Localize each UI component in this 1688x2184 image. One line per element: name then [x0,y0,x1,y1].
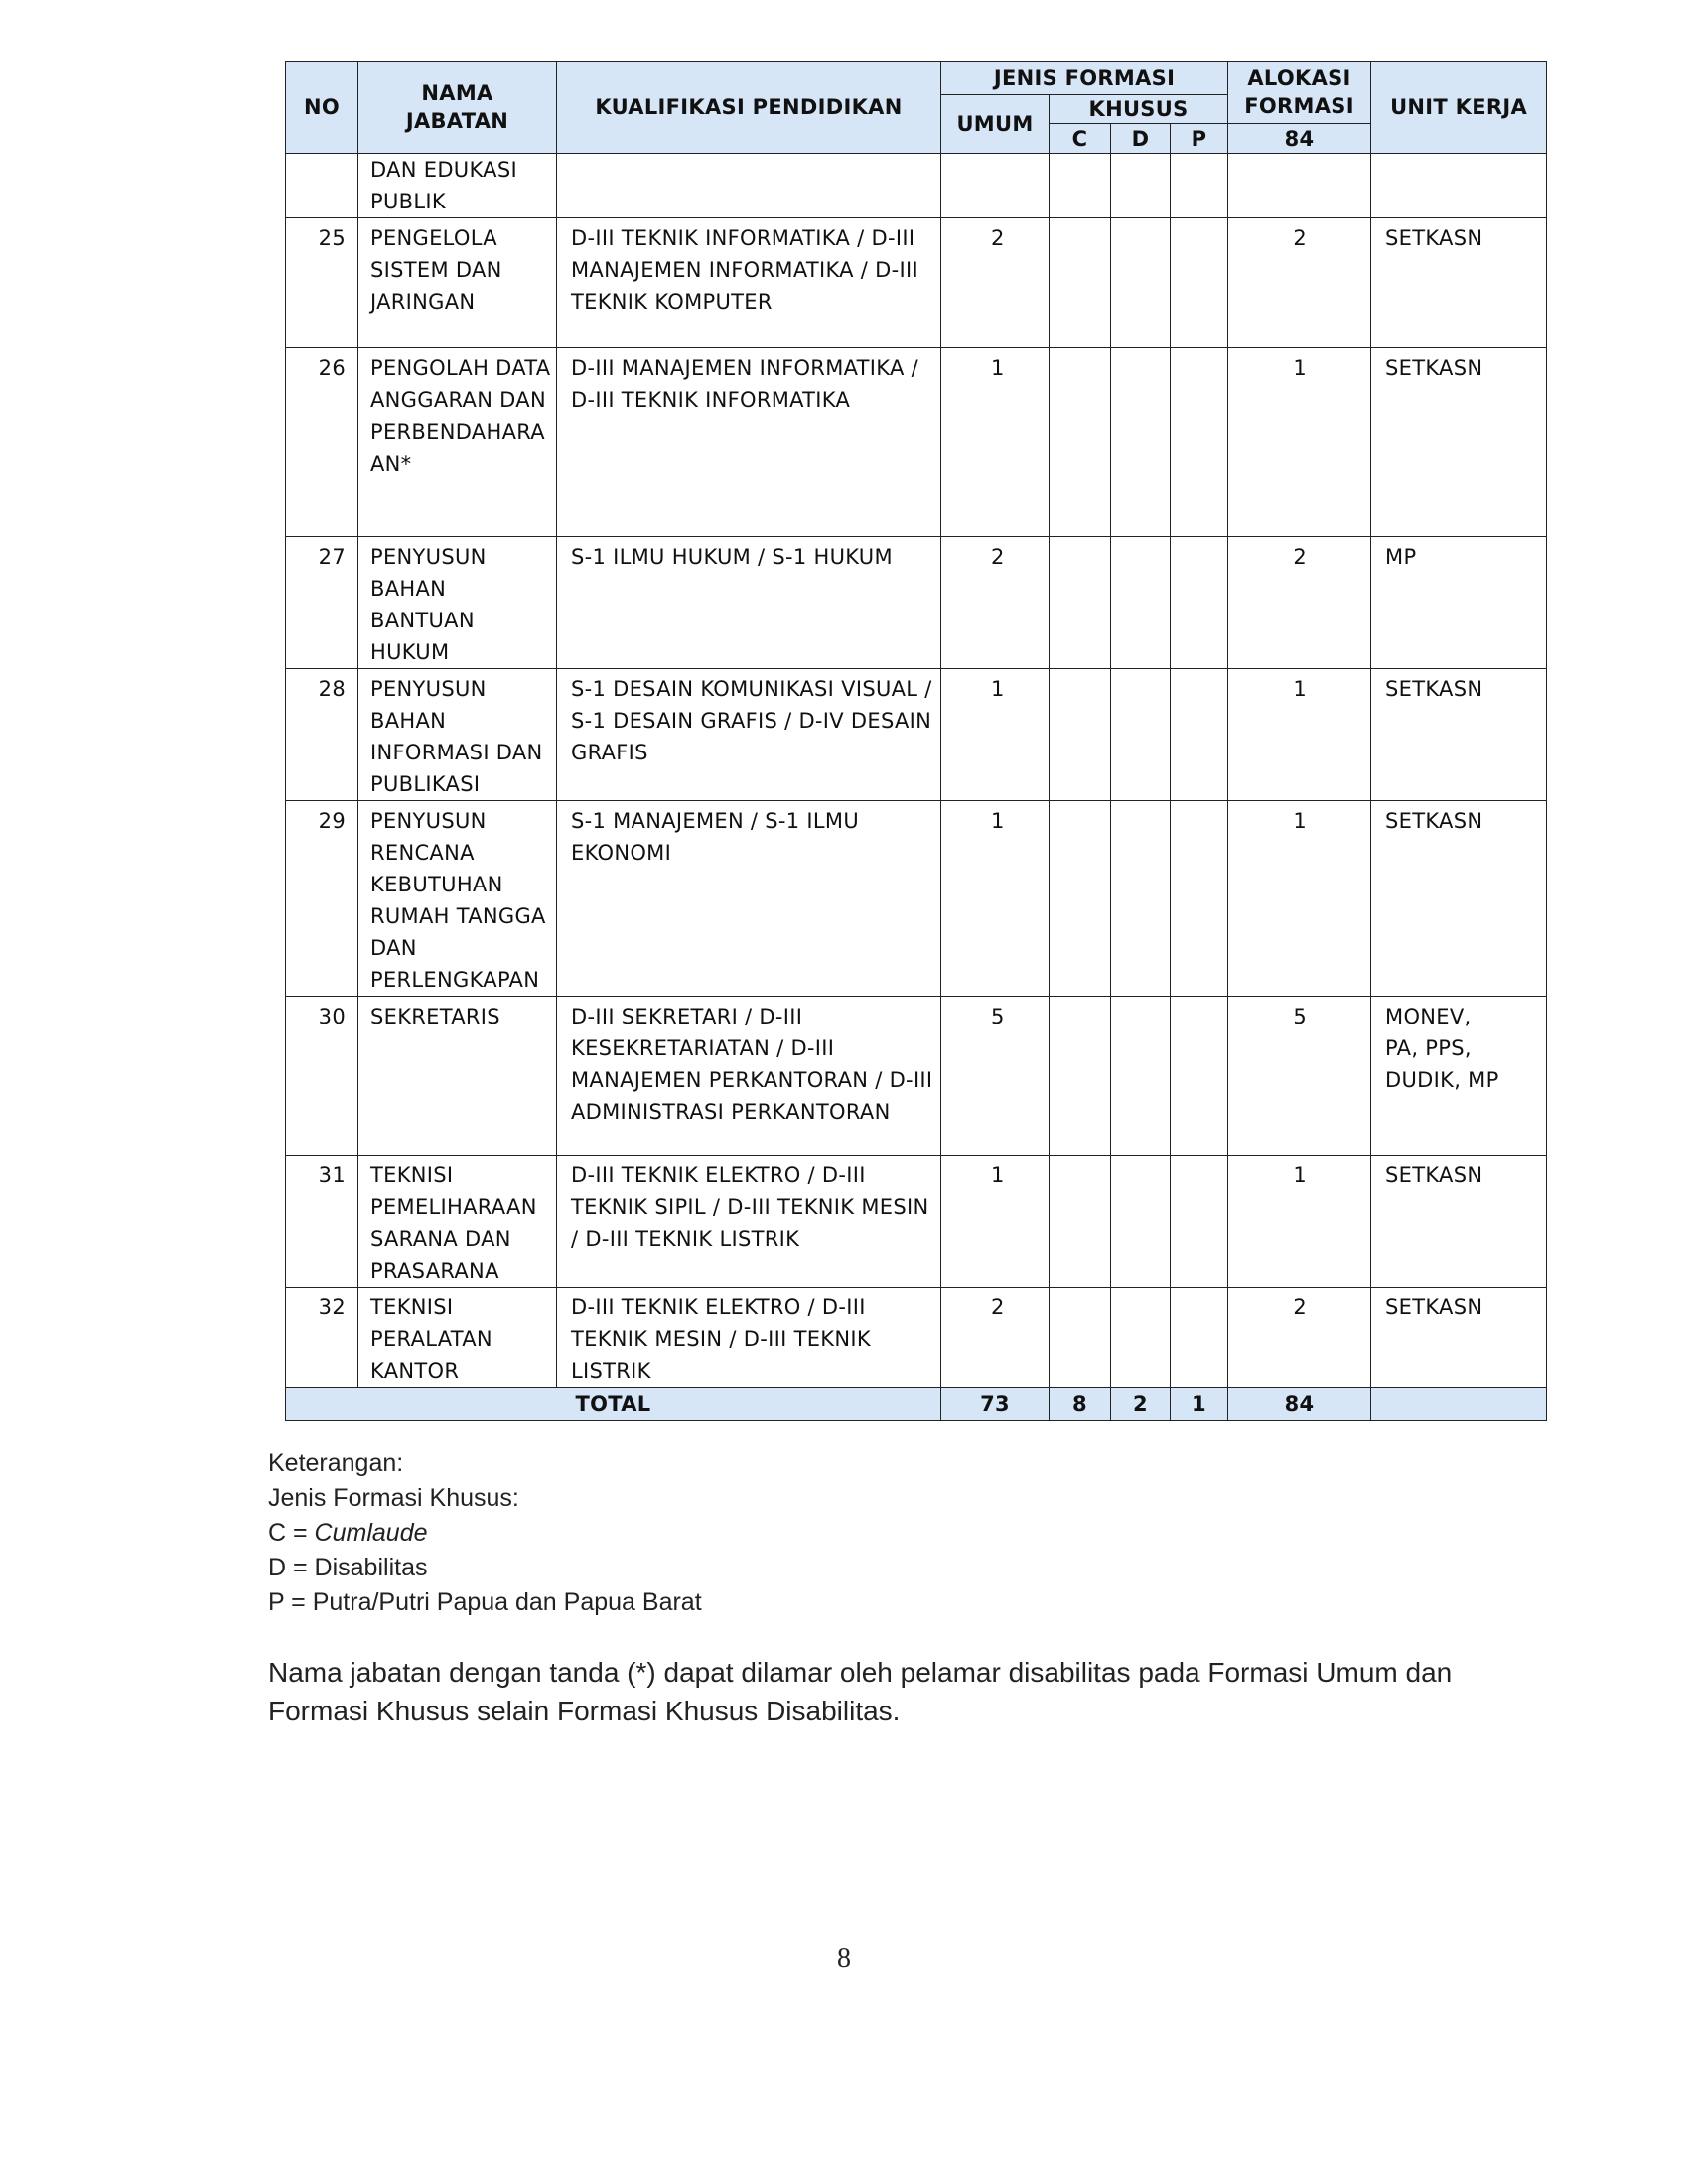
total-p: 1 [1171,1388,1228,1421]
page-number: 8 [837,1943,851,1974]
cell-d [1111,218,1171,348]
header-kualifikasi: KUALIFIKASI PENDIDIKAN [557,62,941,154]
cell-no: 25 [286,218,358,348]
header-c: C [1050,124,1111,154]
formasi-table-container [285,61,1546,1421]
cell-umum [941,154,1050,218]
cell-alokasi: 1 [1228,1156,1371,1288]
total-alokasi: 84 [1228,1388,1371,1421]
cell-umum: 1 [941,669,1050,801]
table-row [286,218,1547,348]
header-no: NO [286,62,358,154]
table-row [286,997,1547,1156]
cell-no: 30 [286,997,358,1156]
cell-d [1111,669,1171,801]
cell-umum: 1 [941,801,1050,997]
cell-unit-kerja [1371,154,1547,218]
cell-no: 27 [286,537,358,669]
cell-alokasi: 2 [1228,1288,1371,1388]
cell-unit-kerja [1371,997,1547,1156]
table-row-continued [286,154,1547,218]
cell-d [1111,348,1171,537]
cell-kualifikasi: D-III TEKNIK ELEKTRO / D-III TEKNIK SIPIL / D-III TEKNIK MESIN / D-III TEKNIK LISTRIK [557,1156,941,1288]
cell-d [1111,1288,1171,1388]
cell-d [1111,801,1171,997]
cell-c [1050,154,1111,218]
cell-unit-kerja: SETKASN [1371,1156,1547,1288]
total-d: 2 [1111,1388,1171,1421]
cell-no: 28 [286,669,358,801]
cell-nama-jabatan: PENYUSUN BAHAN INFORMASI DAN PUBLIKASI [358,669,557,801]
table-header [286,62,1547,154]
total-unit [1371,1388,1547,1421]
cell-alokasi: 5 [1228,997,1371,1156]
cell-c [1050,801,1111,997]
notes-section [268,1446,702,1620]
cell-d [1111,154,1171,218]
cell-umum: 1 [941,348,1050,537]
cell-nama-jabatan [358,348,557,537]
closing-note: Nama jabatan dengan tanda (*) dapat dilamar oleh pelamar disabilitas pada Formasi Umum dan Formasi Khusus selain Formasi Khusus Disabilitas. [268,1657,1453,1726]
cell-umum: 2 [941,218,1050,348]
cell-p [1171,997,1228,1156]
cell-kualifikasi: S-1 ILMU HUKUM / S-1 HUKUM [557,537,941,669]
cell-nama-jabatan: PENYUSUN BAHAN BANTUAN HUKUM [358,537,557,669]
cell-nama-jabatan: SEKRETARIS [358,997,557,1156]
cell-p [1171,537,1228,669]
cell-c [1050,537,1111,669]
cell-nama-jabatan: TEKNISI PEMELIHARAAN SARANA DAN PRASARANA [358,1156,557,1288]
notes-c-prefix: C = [268,1519,315,1547]
cell-alokasi: 2 [1228,218,1371,348]
cell-alokasi: 1 [1228,348,1371,537]
cell-nama-jabatan: PENYUSUN RENCANA KEBUTUHAN RUMAH TANGGA DAN PERLENGKAPAN [358,801,557,997]
cell-kualifikasi: S-1 MANAJEMEN / S-1 ILMU EKONOMI [557,801,941,997]
cell-unit-kerja: SETKASN [1371,1288,1547,1388]
header-p: P [1171,124,1228,154]
header-khusus: KHUSUS [1050,95,1228,124]
notes-d-line: D = Disabilitas [268,1554,428,1581]
header-unit-kerja: UNIT KERJA [1371,62,1547,154]
cell-unit-kerja: SETKASN [1371,218,1547,348]
cell-unit-kerja: SETKASN [1371,669,1547,801]
total-umum: 73 [941,1388,1050,1421]
cell-d [1111,1156,1171,1288]
cell-c [1050,1288,1111,1388]
table-row [286,348,1547,537]
cell-p [1171,669,1228,801]
total-label: TOTAL [286,1388,941,1421]
cell-umum: 2 [941,1288,1050,1388]
cell-p [1171,154,1228,218]
table-row [286,537,1547,669]
cell-no [286,154,358,218]
cell-alokasi: 2 [1228,537,1371,669]
header-jenis-formasi: JENIS FORMASI [941,62,1228,95]
cell-d [1111,537,1171,669]
cell-c [1050,1156,1111,1288]
header-alokasi-formasi: ALOKASI FORMASI [1228,62,1371,124]
cell-p [1171,348,1228,537]
cell-p [1171,1156,1228,1288]
cell-p [1171,218,1228,348]
table-row [286,801,1547,997]
cell-no: 29 [286,801,358,997]
cell-c [1050,348,1111,537]
cell-unit-kerja: SETKASN [1371,801,1547,997]
header-umum: UMUM [941,95,1050,154]
formasi-table [285,61,1547,1421]
cell-kualifikasi: S-1 DESAIN KOMUNIKASI VISUAL / S-1 DESAIN GRAFIS / D-IV DESAIN GRAFIS [557,669,941,801]
header-alokasi-total: 84 [1228,124,1371,154]
cell-nama-text: PENGOLAH DATA ANGGARAN DAN PERBENDAHARAAN* [370,356,551,476]
cell-no: 32 [286,1288,358,1388]
cell-umum: 1 [941,1156,1050,1288]
cell-c [1050,218,1111,348]
cell-umum: 2 [941,537,1050,669]
cell-p [1171,1288,1228,1388]
cell-kualifikasi: D-III TEKNIK ELEKTRO / D-III TEKNIK MESIN / D-III TEKNIK LISTRIK [557,1288,941,1388]
notes-c-value: Cumlaude [314,1519,428,1547]
cell-nama-jabatan: DAN EDUKASI PUBLIK [358,154,557,218]
cell-d [1111,997,1171,1156]
table-row [286,669,1547,801]
cell-kualifikasi [557,154,941,218]
cell-no: 26 [286,348,358,537]
notes-subtitle: Jenis Formasi Khusus: [268,1484,519,1512]
total-c: 8 [1050,1388,1111,1421]
table-body [286,154,1547,1421]
cell-nama-jabatan: PENGELOLA SISTEM DAN JARINGAN [358,218,557,348]
cell-alokasi: 1 [1228,669,1371,801]
cell-alokasi: 1 [1228,801,1371,997]
header-nama-jabatan: NAMA JABATAN [358,62,557,154]
cell-c [1050,997,1111,1156]
notes-c-line [268,1516,702,1551]
cell-unit-kerja: MP [1371,537,1547,669]
table-row [286,1288,1547,1388]
cell-c [1050,669,1111,801]
cell-kualifikasi: D-III MANAJEMEN INFORMATIKA / D-III TEKNIK INFORMATIKA [557,348,941,537]
cell-alokasi [1228,154,1371,218]
header-d: D [1111,124,1171,154]
cell-no: 31 [286,1156,358,1288]
cell-kualifikasi: D-III SEKRETARI / D-III KESEKRETARIATAN / D-III MANAJEMEN PERKANTORAN / D-III ADMINISTRASI PERKANTORAN [557,997,941,1156]
notes-p-line: P = Putra/Putri Papua dan Papua Barat [268,1588,702,1616]
cell-kualifikasi: D-III TEKNIK INFORMATIKA / D-III MANAJEMEN INFORMATIKA / D-III TEKNIK KOMPUTER [557,218,941,348]
cell-unit-kerja: SETKASN [1371,348,1547,537]
cell-p [1171,801,1228,997]
total-row [286,1388,1547,1421]
cell-unit-text: MONEV, PA, PPS, DUDIK, MP [1385,1005,1499,1092]
notes-title: Keterangan: [268,1449,404,1477]
table-row [286,1156,1547,1288]
cell-nama-jabatan: TEKNISI PERALATAN KANTOR [358,1288,557,1388]
cell-umum: 5 [941,997,1050,1156]
